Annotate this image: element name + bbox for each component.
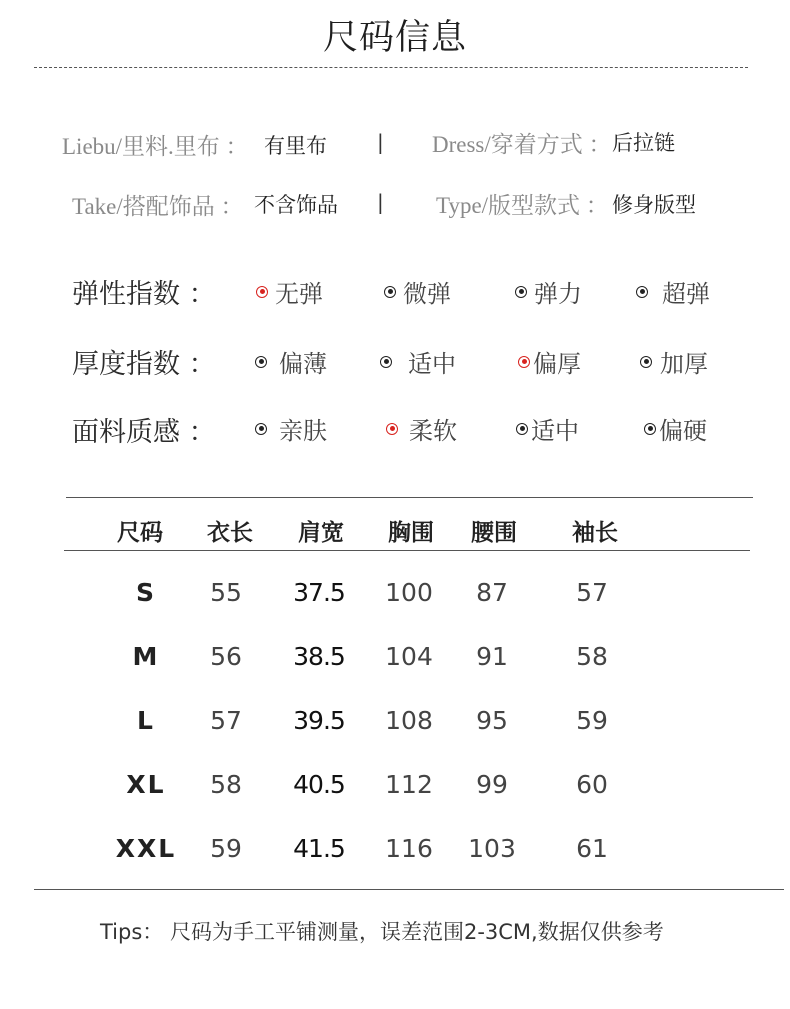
thickness-option-thick: 偏厚 (518, 344, 581, 379)
radio-icon (255, 356, 267, 368)
header-waist: 腰围 (471, 520, 517, 546)
elasticity-option-super: 超弹 (636, 274, 710, 309)
table-cell: S (135, 578, 156, 607)
table-cell: XXL (115, 834, 177, 863)
table-cell: 87 (476, 578, 508, 607)
table-cell: 57 (210, 706, 242, 735)
texture-option-soft: 柔软 (386, 411, 457, 446)
radio-icon (384, 286, 396, 298)
radio-icon (515, 286, 527, 298)
header-shoulder: 肩宽 (298, 520, 344, 546)
table-cell: 108 (385, 706, 433, 735)
header-sleeve: 袖长 (572, 520, 618, 546)
table-cell: 40.5 (293, 770, 345, 799)
spec-type-value: 修身版型 (612, 193, 696, 217)
spec-lining-label: Liebu/里料.里布 ： (62, 134, 249, 159)
table-cell: 100 (385, 578, 433, 607)
table-cell: L (137, 706, 155, 735)
thickness-option-extra: 加厚 (640, 344, 708, 379)
table-cell: 103 (468, 834, 516, 863)
table-cell: M (132, 642, 160, 671)
table-top-rule (66, 497, 753, 498)
spec-separator: | (377, 130, 384, 154)
table-cell: 37.5 (293, 578, 345, 607)
spec-dress-label: Dress/穿着方式 ： (432, 132, 612, 157)
texture-option-skin: 亲肤 (255, 411, 327, 446)
spec-type-label: Type/版型款式 ： (436, 193, 609, 218)
table-cell: 60 (576, 770, 608, 799)
table-cell: 56 (210, 642, 242, 671)
thickness-label: 厚度指数 ： (72, 349, 216, 380)
elasticity-option-slight: 微弹 (384, 274, 451, 309)
radio-icon (380, 356, 392, 368)
tips-note: Tips： 尺码为手工平铺测量，误差范围2-3CM,数据仅供参考 (100, 920, 664, 944)
radio-icon (636, 286, 648, 298)
texture-option-hard: 偏硬 (644, 411, 707, 446)
texture-label: 面料质感 ： (72, 417, 216, 448)
table-cell: 38.5 (293, 642, 345, 671)
table-cell: 39.5 (293, 706, 345, 735)
table-cell: 112 (385, 770, 433, 799)
table-header-rule (64, 550, 750, 551)
radio-selected-icon (518, 356, 530, 368)
spec-accessory-value: 不含饰品 (254, 193, 338, 217)
texture-option-medium: 适中 (516, 411, 579, 446)
table-cell: 59 (576, 706, 608, 735)
thickness-option-thin: 偏薄 (255, 344, 327, 379)
table-cell: XL (126, 770, 166, 799)
table-cell: 99 (476, 770, 508, 799)
elasticity-option-elastic: 弹力 (515, 274, 582, 309)
page-title: 尺码信息 (322, 18, 467, 58)
table-bottom-rule (34, 889, 784, 890)
radio-icon (644, 423, 656, 435)
table-cell: 95 (476, 706, 508, 735)
table-cell: 57 (576, 578, 608, 607)
size-table-body (0, 578, 790, 878)
table-cell: 59 (210, 834, 242, 863)
radio-icon (255, 423, 267, 435)
spec-accessory-label: Take/搭配饰品 ： (72, 194, 244, 219)
thickness-option-medium: 适中 (380, 344, 456, 379)
dashed-divider (34, 67, 748, 68)
radio-selected-icon (256, 286, 268, 298)
spec-dress-value: 后拉链 (612, 131, 675, 155)
table-cell: 55 (210, 578, 242, 607)
table-cell: 58 (210, 770, 242, 799)
header-chest: 胸围 (388, 520, 434, 546)
spec-separator: | (377, 190, 384, 214)
elasticity-option-none: 无弹 (256, 274, 323, 309)
radio-selected-icon (386, 423, 398, 435)
header-size: 尺码 (117, 520, 163, 546)
table-cell: 41.5 (293, 834, 345, 863)
radio-icon (640, 356, 652, 368)
table-cell: 58 (576, 642, 608, 671)
spec-lining-value: 有里布 (264, 134, 327, 158)
table-cell: 91 (476, 642, 508, 671)
table-cell: 104 (385, 642, 433, 671)
header-length: 衣长 (207, 520, 253, 546)
radio-icon (516, 423, 528, 435)
table-cell: 61 (576, 834, 608, 863)
elasticity-label: 弹性指数 ： (72, 279, 216, 310)
table-cell: 116 (385, 834, 433, 863)
